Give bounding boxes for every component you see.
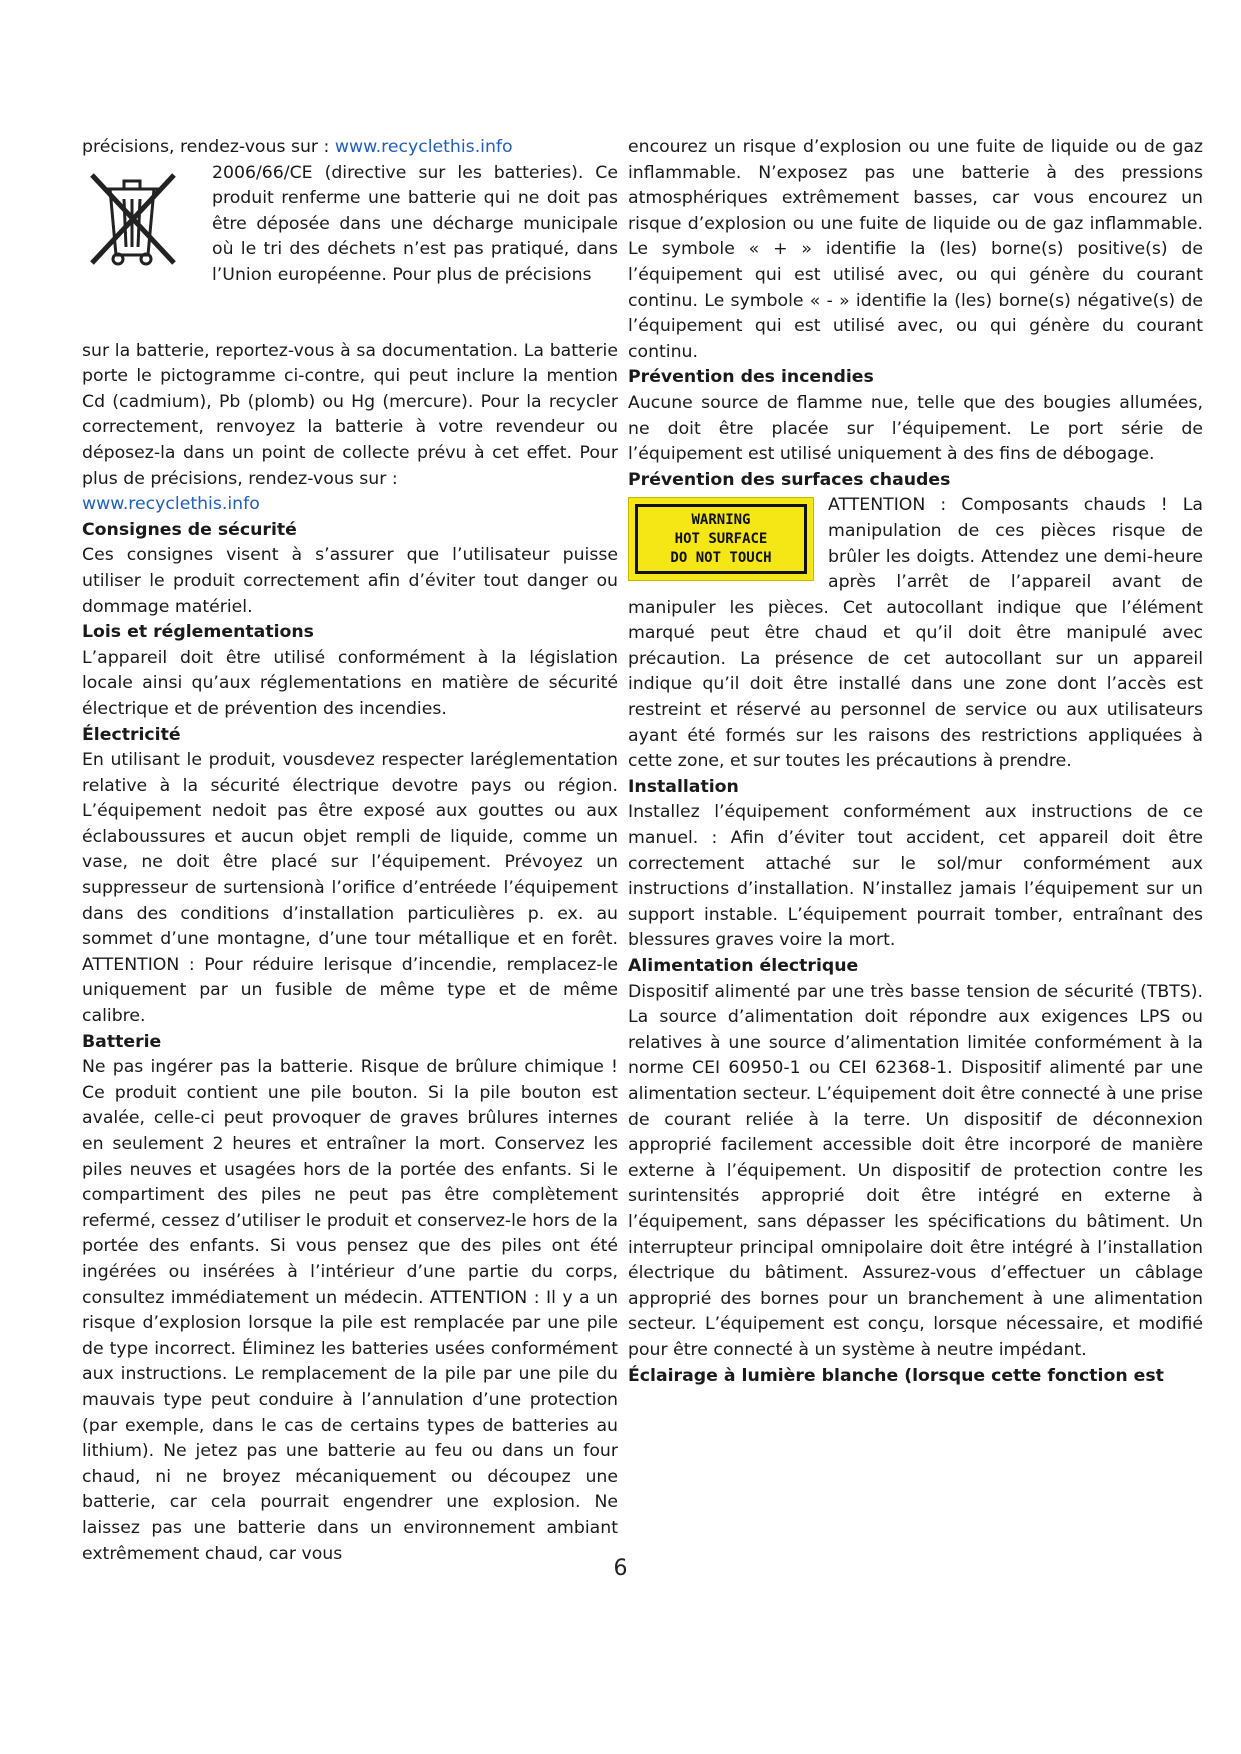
battery-text: Ne pas ingérer pas la batterie. Risque de brûlure chimique ! Ce produit contient une pile bouton. Si la pile bouton est avalée, celle-ci peut provoquer de graves brûlures internes en seulement 2 heures et entraîner la mort. Conservez les piles neuves et usagées hors de la portée des enfants. Si le compartiment des piles ne peut pas être complètement refermé, cessez d’utiliser le produit et conservez-le hors de la portée des enfants. Si vous pensez que des piles ont été ingérées ou insérées à l’intérieur d’une partie du corps, consultez immédiatement un médecin. ATTENTION : Il y a un risque d’explosion lorsque la pile est remplacée par une pile de type incorrect. Éliminez les batteries usées conformément aux instructions. Le remplacement de la pile par une pile du mauvais type peut conduire à l’annulation d’une protection (par exemple, dans le cas de certains types de batteries au lithium). Ne jetez pas une batterie au feu ou dans un four chaud, ni ne broyez mécaniquement ou découpez une batterie, car cela pourrait engendrer une explosion. Ne laissez pas une batterie dans un environnement ambiant extrêmement chaud, car vous (82, 1057, 618, 1564)
battery-directive-text: 2006/66/CE (directive sur les batteries). Ce produit renferme une batterie qui ne doit pas être déposée dans une décharge municipale où le tri des déchets n’est pas pratiqué, dans l’Union européenne. Pour plus de précisions (212, 162, 618, 285)
battery-heading: Batterie (82, 1031, 162, 1052)
electricity-text: En utilisant le produit, vousdevez respecter laréglementation relative à la sécurité électrique devotre pays ou région. L’équipement nedoit pas être exposé aux gouttes ou aux éclaboussures et aucun objet rempli de liquide, comme un vase, ne doit être placé sur l’équipement. Prévoyez un suppresseur de surtensionà l’orifice d’entréede l’équipement dans des conditions d’installation particulières p. ex. au sommet d’une montagne, d’une tour métallique et en forêt. ATTENTION : Pour réduire lerisque d’incendie, remplacez-le uniquement par un fusible de même type et de même calibre. (82, 750, 618, 1027)
warning-label-border (635, 504, 807, 574)
safety-heading: Consignes de sécurité (82, 519, 297, 540)
crossed-out-bin-icon (82, 165, 182, 269)
battery-info-body: sur la batterie, reportez-vous à sa documentation. La batterie porte le pictogramme ci-contre, qui peut inclure la mention Cd (cadmium), Pb (plomb) ou Hg (mercure). Pour la recycler correctement, renvoyez la batterie à votre revendeur ou déposez-la dans un point de collecte prévu à cet effet. Pour plus de précisions, rendez-vous sur : (82, 340, 618, 489)
power-text: Dispositif alimenté par une très basse tension de sécurité (TBTS). La source d’alimentation doit répondre aux exigences LPS ou relatives à une source d’alimentation limitée conformément à la norme CEI 60950-1 ou CEI 62368-1. Dispositif alimenté par une alimentation secteur. L’équipement doit être connecté à une prise de courant reliée à la terre. Un dispositif de déconnexion approprié facilement accessible doit être incorporé de manière externe à l’équipement. Un dispositif de protection contre les surintensités approprié doit être intégré en externe à l’équipement, sans dépasser les spécifications du bâtiment. Un interrupteur principal omnipolaire doit être intégré à l’installation électrique du bâtiment. Assurez-vous d’effectuer un câblage approprié des bornes pour un branchement à une alimentation secteur. L’équipement est conçu, lorsque nécessaire, et modifié pour être connecté à un système à neutre impédant. (628, 981, 1203, 1360)
intro-paragraph (82, 135, 618, 161)
hot-surface-text: ATTENTION : Composants chauds ! La manipulation de ces pièces risque de brûler les doigts. Attendez une demi-heure après l’arrêt de l’appareil avant de manipuler les pièces. Cet autocollant indique que l’élément marqué peut être chaud et qu’il doit être manipulé avec précaution. La présence de cet autocollant sur un appareil indique qu’il doit être installé dans une zone dont l’accès est restreint et réservé au personnel de service ou aux utilisateurs ayant été formés sur les raisons des restrictions appliquées à cette zone, et sur toutes les précautions à prendre. (628, 495, 1203, 772)
recycle-link-top[interactable]: www.recyclethis.info (334, 137, 513, 157)
recycle-link-bottom[interactable]: www.recyclethis.info (82, 494, 260, 515)
installation-heading: Installation (628, 776, 739, 797)
hot-surface-warning-label (628, 497, 814, 581)
installation-text: Installez l’équipement conformément aux instructions de ce manuel. : Afin d’éviter tout accident, cet appareil doit être correctement attaché sur le sol/mur conformément aux instructions d’installation. N’installez jamais l’équipement sur un support instable. L’équipement pourrait tomber, entraînant des blessures graves voire la mort. (628, 802, 1203, 951)
battery-continued-text: encourez un risque d’explosion ou une fuite de liquide ou de gaz inflammable. N’exposez pas une batterie à des pressions atmosphériques extrêmement basses, car vous encourez un risque d’explosion ou une fuite de liquide ou de gaz inflammable. Le symbole « + » identifie la (les) borne(s) positive(s) de l’équipement qui est utilisé avec, ou qui génère du courant continu. Le symbole « - » identifie la (les) borne(s) négative(s) de l’équipement qui est utilisé avec, ou qui génère du courant continu. (628, 137, 1203, 362)
hot-surface-heading: Prévention des surfaces chaudes (628, 469, 951, 490)
warning-line-2: HOT SURFACE (674, 530, 768, 547)
right-column (628, 135, 1203, 1535)
battery-info-text (82, 339, 618, 518)
intro-text: précisions, rendez-vous sur : (82, 137, 335, 157)
battery-directive-block (82, 161, 618, 339)
lighting-heading: Éclairage à lumière blanche (lorsque cette fonction est (628, 1365, 1164, 1386)
page-number: 6 (613, 1556, 628, 1581)
power-heading: Alimentation électrique (628, 956, 859, 976)
laws-text: L’appareil doit être utilisé conformément à la législation locale ainsi qu’aux réglementations en matière de sécurité électrique et de prévention des incendies. (82, 647, 618, 719)
safety-text: Ces consignes visent à s’assurer que l’utilisateur puisse utiliser le produit correctement afin d’éviter tout danger ou dommage matériel. (82, 545, 618, 617)
laws-heading: Lois et réglementations (82, 622, 314, 643)
fire-heading: Prévention des incendies (628, 367, 874, 388)
fire-text: Aucune source de flamme nue, telle que des bougies allumées, ne doit être placée sur l’équipement. Le port série de l’équipement est utilisé uniquement à des fins de débogage. (628, 392, 1203, 465)
left-column (82, 135, 618, 1567)
hot-surface-block (628, 493, 1203, 775)
warning-line-1: WARNING (691, 511, 751, 528)
electricity-heading: Électricité (82, 724, 181, 745)
warning-line-3: DO NOT TOUCH (670, 549, 772, 566)
